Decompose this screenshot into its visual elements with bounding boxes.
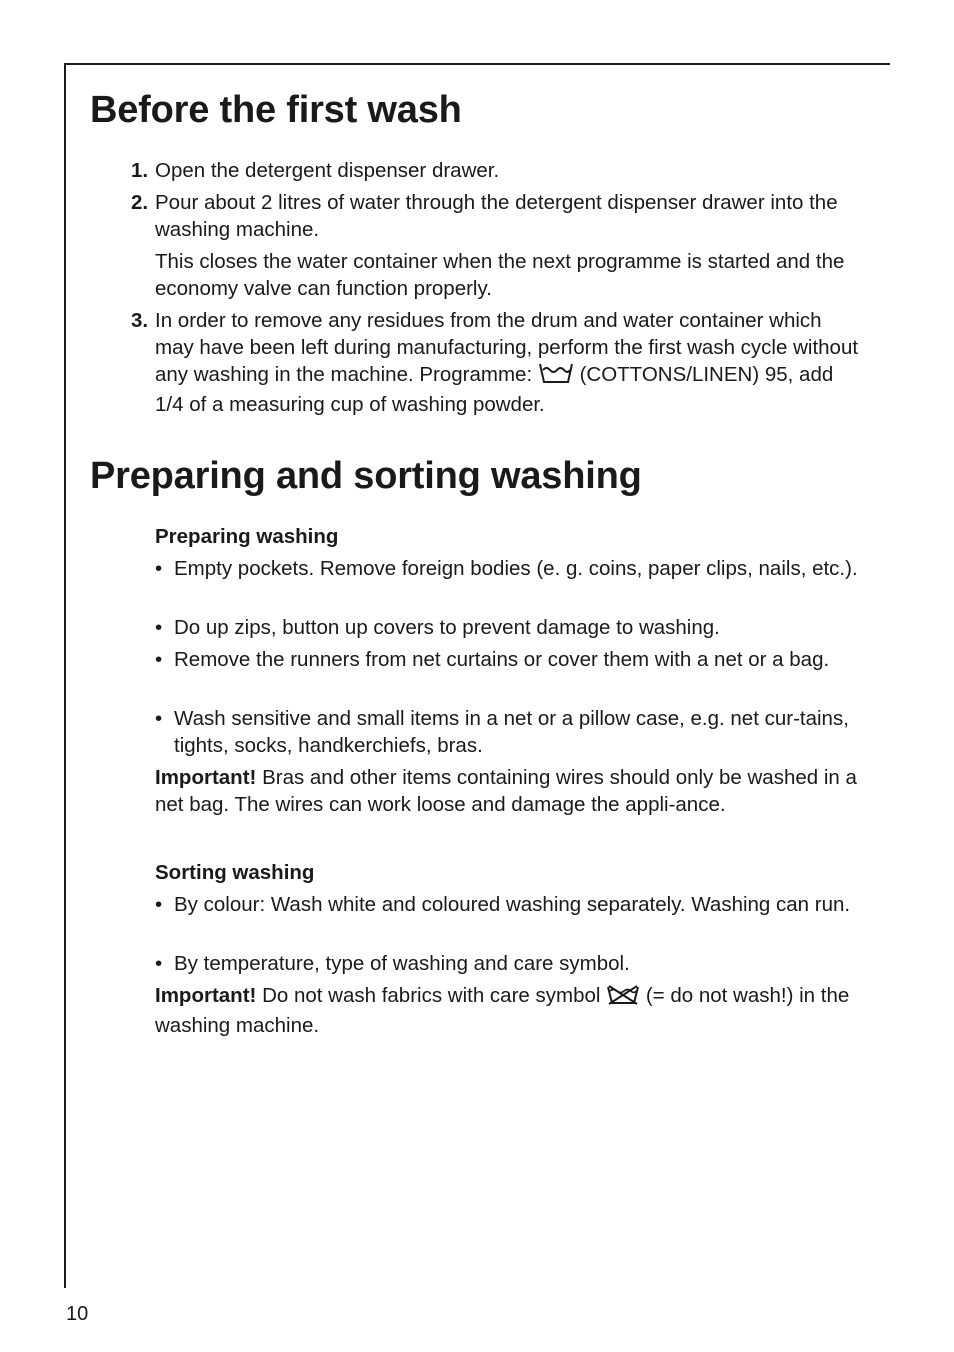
step-text-2: Pour about 2 litres of water through the detergent dispenser drawer into the washing machine. <box>155 191 838 241</box>
important-text-after-icon: (= do not wash!) in the washing machine. <box>155 984 850 1037</box>
subheading-sorting-washing: Sorting washing <box>155 861 315 884</box>
section-title-before-first-wash: Before the first wash <box>90 89 462 131</box>
do-not-wash-icon <box>606 985 640 1012</box>
wash-tub-icon <box>538 362 574 391</box>
list-item: • By colour: Wash white and coloured washing separately. Washing can run. <box>155 893 851 916</box>
important-note-wires <box>155 764 865 818</box>
page-frame-left-rule <box>64 63 66 1288</box>
important-label: Important! <box>155 766 257 789</box>
step-number-3: 3. <box>131 309 149 332</box>
step-note-2: This closes the water container when the next programme is started and the economy valve can function properly. <box>155 250 845 300</box>
bullet-icon: • <box>155 648 163 671</box>
important-text-before-icon: Do not wash fabrics with care symbol <box>262 984 601 1007</box>
step-text-3 <box>155 307 865 418</box>
important-text: Bras and other items containing wires should only be washed in a net bag. The wires can work loose and damage the appli-ance. <box>155 766 857 816</box>
page-frame-top-rule <box>64 63 890 65</box>
important-label: Important! <box>155 984 257 1007</box>
step-3-text-after-icon: (COTTONS/LINEN) 95, add 1/4 of a measuring cup of washing powder. <box>155 363 834 416</box>
bullet-icon: • <box>155 557 163 580</box>
important-note-do-not-wash <box>155 982 865 1039</box>
bullet-icon: • <box>155 952 163 975</box>
step-text-1: Open the detergent dispenser drawer. <box>155 159 500 182</box>
bullet-icon: • <box>155 893 163 916</box>
step-number-2: 2. <box>131 191 149 214</box>
page-number: 10 <box>66 1303 89 1325</box>
subheading-preparing-washing: Preparing washing <box>155 525 339 548</box>
list-item: • Remove the runners from net curtains or cover them with a net or a bag. <box>155 648 830 671</box>
bullet-icon: • <box>155 707 163 730</box>
step-3-text-before-icon: In order to remove any residues from the drum and water container which may have been left during manufacturing, perform the first wash cycle without any washing in the machine. Programme: <box>155 309 859 386</box>
step-number-1: 1. <box>131 159 149 182</box>
list-item: • Empty pockets. Remove foreign bodies (e. g. coins, paper clips, nails, etc.). <box>155 557 858 580</box>
list-item: • By temperature, type of washing and care symbol. <box>155 952 630 975</box>
section-title-preparing-sorting: Preparing and sorting washing <box>90 455 642 497</box>
list-item: • Do up zips, button up covers to prevent damage to washing. <box>155 616 720 639</box>
bullet-icon: • <box>155 616 163 639</box>
list-item: • Wash sensitive and small items in a net or a pillow case, e.g. net cur-tains, tights, socks, handkerchiefs, bras. <box>155 707 849 757</box>
